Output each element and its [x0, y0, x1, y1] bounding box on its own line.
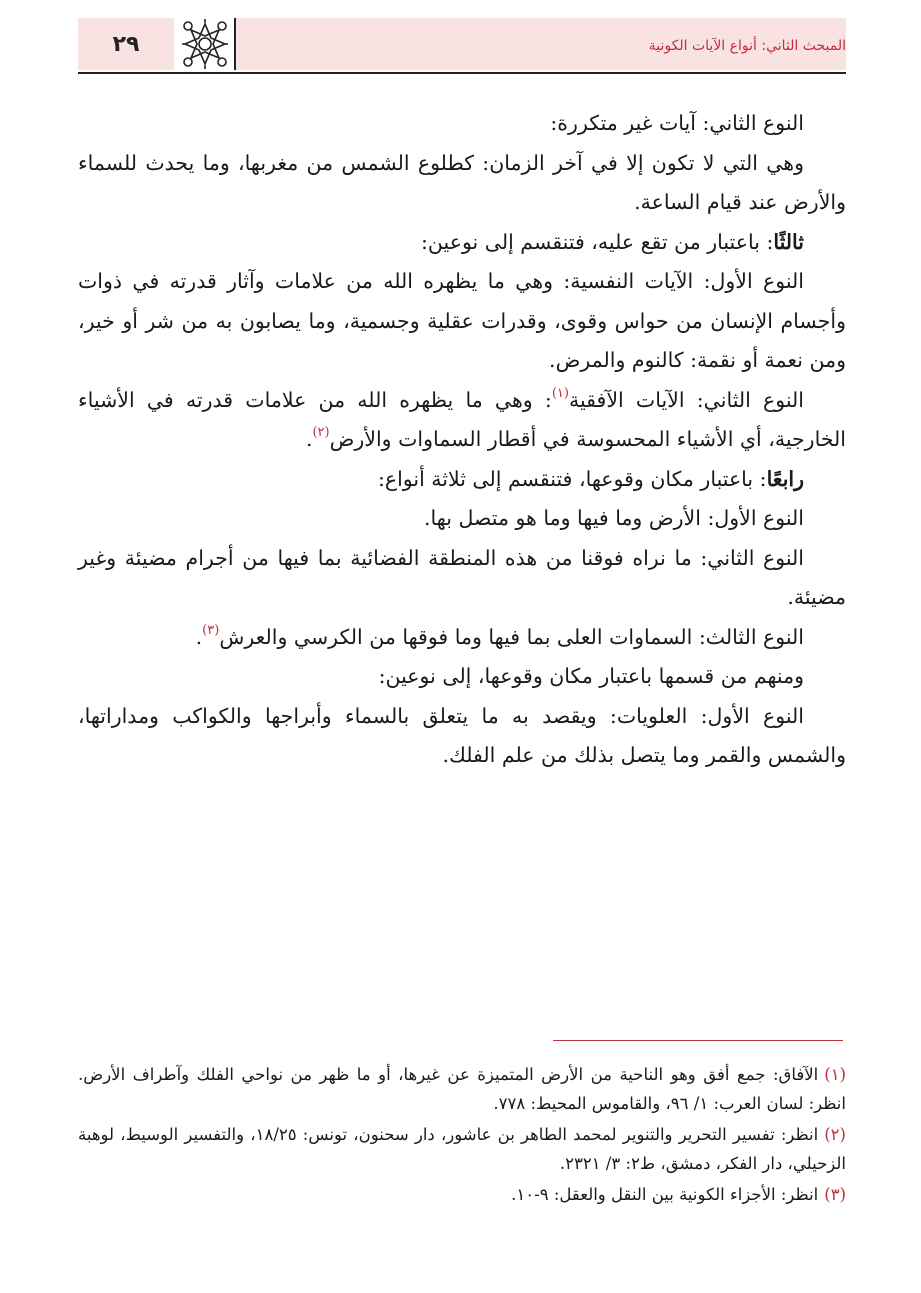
section-lead: ثالثًا	[773, 229, 804, 254]
footnote-ref-2[interactable]: (٢)	[312, 425, 330, 440]
paragraph: النوع الأول: الآيات النفسية: وهي ما يظهره الله من علامات وآثار قدرته في ذوات وأجسام الإنسان من حواس وقوى، وقدرات عقلية وجسمية، وما يصابون به من شر أو خير، ومن نعمة أو نقمة: كالنوم والمرض.	[78, 269, 846, 372]
footnote-ref-3[interactable]: (٣)	[202, 622, 220, 638]
section-heading	[78, 460, 846, 500]
footnote-number: (١)	[824, 1065, 846, 1084]
section-lead: رابعًا	[766, 466, 804, 491]
paragraph-text: .	[305, 427, 313, 451]
paragraph-text: النوع الثالث: السماوات العلى بما فيها وما فوقها من الكرسي والعرش	[219, 624, 804, 649]
paragraph: النوع الثاني: ما نراه فوقنا من هذه المنطقة الفضائية بما فيها من أجرام مضيئة وغير مضيئة.	[78, 545, 846, 609]
main-text	[78, 104, 846, 776]
paragraph	[78, 618, 846, 658]
paragraph: النوع الأول: الأرض وما فيها وما هو متصل بها.	[424, 506, 804, 530]
paragraph: النوع الثاني: آيات غير متكررة:	[550, 111, 804, 135]
footnote-text: انظر: تفسير التحرير والتنوير لمحمد الطاهر بن عاشور، دار سحنون، تونس: ١٨/٢٥، والتفسير الوسيط، لوهبة الزحيلي، دار الفكر، دمشق، ط٢: ٣/ ٢٣٢١.	[78, 1125, 846, 1173]
header-rule	[78, 72, 846, 74]
footnote-text: انظر: الأجزاء الكونية بين النقل والعقل: ٩-١٠.	[511, 1185, 819, 1204]
footnote-ref-1[interactable]: (١)	[551, 385, 569, 401]
footnote-separator	[553, 1040, 843, 1041]
paragraph-text: : وهي ما يظهره الله من علامات قدرته في الأشياء الخارجية، أي الأشياء المحسوسة في أقطار السماوات والأرض	[78, 387, 846, 451]
footnote-number: (٢)	[824, 1125, 846, 1144]
header-divider-right	[234, 18, 236, 70]
paragraph: النوع الأول: العلويات: ويقصد به ما يتعلق بالسماء وأبراجها والكواكب ومداراتها، والشمس والقمر وما يتصل بذلك من علم الفلك.	[78, 703, 846, 767]
footnote-item	[78, 1060, 846, 1118]
ornament-icon	[178, 18, 232, 70]
paragraph-text: .	[195, 624, 203, 649]
paragraph: ومنهم من قسمها باعتبار مكان وقوعها، إلى نوعين:	[378, 664, 804, 688]
chapter-title: المبحث الثاني: أنواع الآيات الكونية	[648, 38, 846, 54]
section-text: : باعتبار من تقع عليه، فتنقسم إلى نوعين:	[421, 229, 774, 254]
footnote-item	[78, 1120, 846, 1178]
footnote-number: (٣)	[824, 1185, 846, 1204]
page-header	[78, 18, 846, 70]
section-heading	[78, 223, 846, 263]
section-text: : باعتبار مكان وقوعها، فتنقسم إلى ثلاثة أنواع:	[377, 466, 767, 491]
footnotes	[78, 1060, 846, 1211]
footnote-item	[78, 1180, 846, 1209]
footnote-text: الآفاق: جمع أفق وهو الناحية من الأرض المتميزة عن غيرها، أو ما ظهر من نواحي الفلك وآطراف الأرض. انظر: لسان العرب: ١/ ٩٦، والقاموس المحيط: ٧٧٨.	[78, 1065, 846, 1113]
page-number: ٢٩	[78, 18, 174, 70]
paragraph	[78, 381, 846, 460]
paragraph: وهي التي لا تكون إلا في آخر الزمان: كطلوع الشمس من مغربها، وما يحدث للسماء والأرض عند قيام الساعة.	[78, 150, 846, 214]
paragraph-text: النوع الثاني: الآيات الآفقية	[568, 387, 804, 412]
